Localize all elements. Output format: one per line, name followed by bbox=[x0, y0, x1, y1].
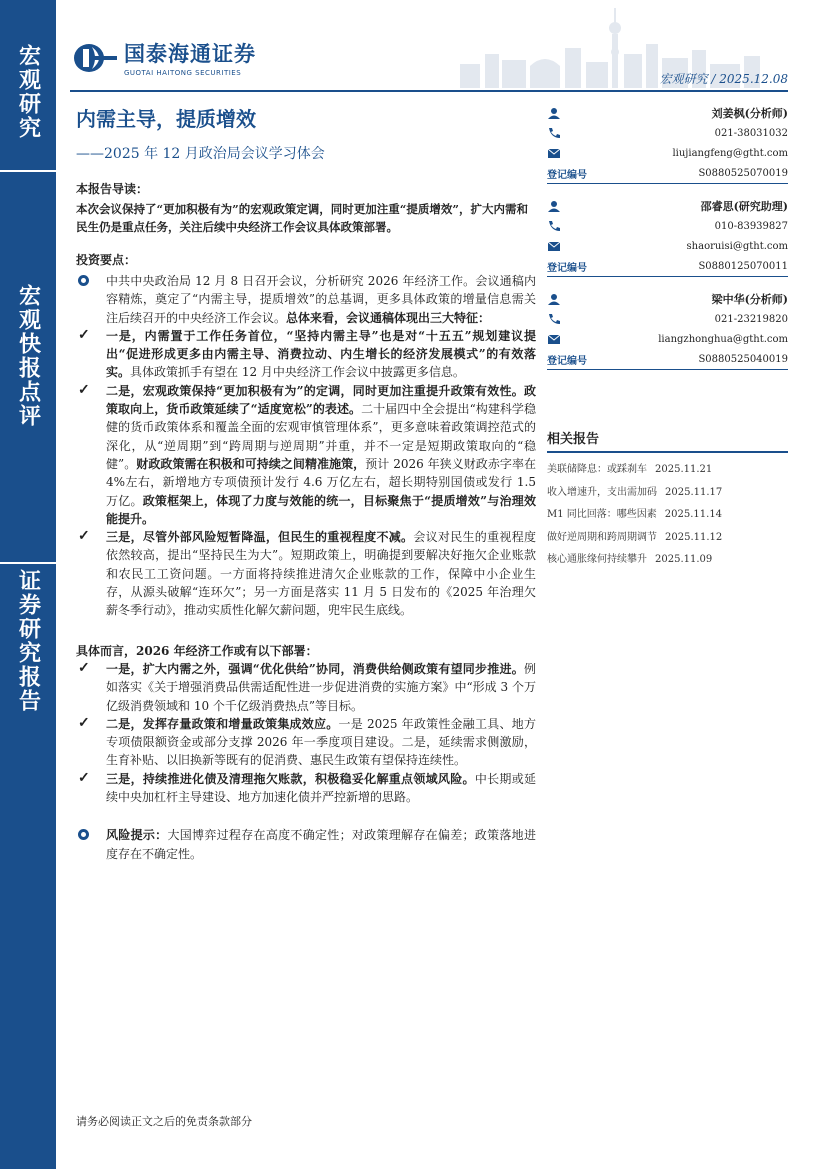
header-date: 2025.12.08 bbox=[719, 72, 788, 86]
deployment-paragraph bbox=[76, 660, 536, 715]
email-icon bbox=[547, 333, 561, 345]
sidebar-doc-type bbox=[0, 564, 56, 1169]
analyst-card bbox=[547, 196, 788, 277]
analyst-phone: 021-23219820 bbox=[714, 313, 788, 325]
paragraph-bold-text: 一是，扩大内需之外，强调“优化供给”协同，消费供给侧政策有望同步推进。 bbox=[106, 661, 524, 676]
analyst-reg-label: 登记编号 bbox=[547, 355, 587, 367]
analyst-phone-row bbox=[547, 309, 788, 329]
analyst-divider bbox=[547, 369, 788, 370]
related-report-item[interactable] bbox=[547, 459, 788, 482]
related-report-title[interactable]: 美联储降息：或踩刹车 bbox=[547, 464, 647, 475]
analyst-name: 刘姜枫(分析师) bbox=[711, 107, 788, 120]
paragraph-bold-text: 三是，持续推进化债及清理拖欠账款，积极稳妥化解重点领域风险。 bbox=[106, 771, 475, 786]
phone-icon bbox=[547, 127, 561, 139]
feature-paragraph bbox=[76, 382, 536, 528]
report-title: 内需主导，提质增效 bbox=[76, 107, 256, 131]
paragraph-text: 中共中央政治局 12 月 8 日召开会议，分析研究 2026 年经济工作。会议通稿内容精炼，奠定了“内需主导，提质增效”的总基调，更多具体政策的增量信息需关注后续召开的中央经济工作会议。 bbox=[106, 274, 536, 325]
paragraph-bold-text: 一是，内需置于工作任务首位，“坚持内需主导”也是对“十五五”规划建议提出“促进形成更多由内需主导、消费拉动、内生增长的经济发展模式”的有效落实。 bbox=[106, 328, 536, 380]
analyst-divider bbox=[547, 276, 788, 277]
related-reports bbox=[547, 428, 788, 572]
analyst-email[interactable]: shaoruisi@gtht.com bbox=[686, 240, 788, 252]
intro-text: 本次会议保持了“更加积极有为”的宏观政策定调，同时更加注重“提质增效”，扩大内需和民生仍是重点任务，关注后续中央经济工作会议具体政策部署。 bbox=[76, 202, 528, 234]
intro-heading: 本报告导读： bbox=[76, 182, 149, 196]
analyst-phone-row bbox=[547, 216, 788, 236]
related-report-date: 2025.11.14 bbox=[664, 509, 723, 520]
related-report-title[interactable]: 收入增速升，支出需加码 bbox=[547, 486, 657, 498]
phone-icon bbox=[547, 220, 561, 232]
checkmark-icon: ✓ bbox=[78, 659, 90, 676]
person-icon bbox=[547, 200, 561, 212]
analyst-phone: 010-83939827 bbox=[714, 220, 788, 232]
analyst-reg-number: S0880525070019 bbox=[698, 167, 788, 179]
sidebar-report-type bbox=[0, 172, 56, 562]
checkmark-icon: ✓ bbox=[78, 714, 90, 731]
paragraph-text: 一是 2025 年政策性金融工具、地方专项债限额资金或部分支撑 2026 年一季度项目建设。二是，延续需求侧激励，生育补贴、以旧换新等既有的促消费、惠民生政策有望保持连续性。 bbox=[106, 716, 536, 768]
logo-icon bbox=[72, 43, 118, 73]
related-report-title[interactable]: 做好逆周期和跨周期调节 bbox=[547, 531, 657, 543]
feature-paragraph bbox=[76, 528, 536, 619]
summary-paragraph bbox=[76, 272, 536, 327]
analyst-reg-label: 登记编号 bbox=[547, 262, 587, 274]
email-icon bbox=[547, 147, 561, 159]
paragraph-bold-text: 二是，发挥存量政策和增量政策集成效应。 bbox=[106, 716, 339, 731]
related-report-item[interactable] bbox=[547, 504, 788, 527]
risk-text: 大国博弈过程存在高度不确定性；对政策理解存在偏差；政策落地进度存在不确定性。 bbox=[106, 828, 536, 861]
paragraph-text: 二十届四中全会提出“构建科学稳健的货币政策体系和覆盖全面的宏观审慎管理体系”，更多意味着政策调控范式的深化，从“逆周期”到“跨周期与逆周期”并重，并不一定是短期政策取向的“稳健”。 bbox=[106, 402, 536, 471]
analyst-name-row bbox=[547, 289, 788, 309]
sidebar-category bbox=[0, 0, 56, 170]
paragraph-text: 会议对民生的重视程度依然较高，提出“坚持民生为大”。短期政策上，明确提到要解决好拖欠企业账款和农民工工资问题。一方面将持续推进清欠企业账款的工作，保障中小企业生存，从源头破解“连环欠”；另一方面是落实 11 月 5 日发布的《2025 年治理欠薪冬季行动》，推动实质性化解欠薪问题，兜牢民生底线。 bbox=[106, 530, 536, 618]
related-report-date: 2025.11.09 bbox=[655, 554, 713, 565]
paragraph-bold-text: 三是，尽管外部风险短暂降温，但民生的重视程度不减。 bbox=[106, 530, 414, 545]
analyst-email[interactable]: liujiangfeng@gtht.com bbox=[672, 147, 788, 159]
feature-paragraph bbox=[76, 327, 536, 382]
sidebar-category-label: 宏观研究 bbox=[15, 44, 41, 140]
checkmark-icon: ✓ bbox=[78, 381, 90, 398]
phone-icon bbox=[547, 313, 561, 325]
logo-name-cn: 国泰海通证券 bbox=[124, 42, 256, 66]
report-subtitle: ——2025 年 12 月政治局会议学习体会 bbox=[76, 146, 325, 162]
paragraph-bold-text: 财政政策需在积极和可持续之间精准施策， bbox=[136, 456, 366, 471]
related-reports-title: 相关报告 bbox=[547, 428, 788, 453]
analyst-reg-row bbox=[547, 163, 788, 183]
sidebar bbox=[0, 0, 56, 1169]
company-logo bbox=[72, 38, 256, 77]
paragraph-text: 中长期或延续中央加杠杆主导建设、地方加速化债并严控新增的思路。 bbox=[106, 771, 536, 805]
analyst-name: 梁中华(分析师) bbox=[711, 293, 788, 306]
analyst-reg-row bbox=[547, 256, 788, 276]
paragraph-bold-text: 二是，宏观政策保持“更加积极有为”的定调，同时更加注重提升政策有效性。政策取向上，货币政策延续了“适度宽松”的表述。 bbox=[106, 383, 536, 417]
analyst-email-row bbox=[547, 236, 788, 256]
related-report-date: 2025.11.12 bbox=[665, 531, 723, 543]
logo-name-en: GUOTAI HAITONG SECURITIES bbox=[124, 69, 242, 77]
paragraph-text: 具体政策抓手有望在 12 月中央经济工作会议中披露更多信息。 bbox=[130, 365, 465, 380]
header-divider bbox=[70, 90, 788, 92]
header-category-date: 宏观研究 / 2025.12.08 bbox=[659, 72, 788, 86]
circle-bullet-icon bbox=[78, 275, 89, 286]
related-report-title[interactable]: 核心通胀缘何持续攀升 bbox=[547, 554, 647, 565]
analyst-email[interactable]: liangzhonghua@gtht.com bbox=[658, 333, 788, 345]
paragraph-text: 预计 2026 年狭义财政赤字率在 4%左右，新增地方专项债预计发行 4.6 万亿左右，超长期特别国债或发行 1.5 万亿。 bbox=[106, 456, 536, 508]
deployment-paragraph bbox=[76, 770, 536, 807]
risk-label: 风险提示： bbox=[106, 828, 168, 843]
related-report-item[interactable] bbox=[547, 549, 788, 572]
header-category: 宏观研究 bbox=[659, 72, 708, 86]
checkmark-icon: ✓ bbox=[78, 528, 90, 545]
analyst-card bbox=[547, 289, 788, 370]
analyst-card bbox=[547, 103, 788, 184]
related-report-title[interactable]: M1 同比回落：哪些因素 bbox=[547, 509, 657, 520]
email-icon bbox=[547, 240, 561, 252]
related-report-item[interactable] bbox=[547, 527, 788, 550]
analyst-reg-number: S0880525040019 bbox=[698, 353, 788, 365]
analyst-panel bbox=[547, 103, 788, 382]
person-icon bbox=[547, 107, 561, 119]
invest-content bbox=[76, 272, 536, 863]
disclaimer-footer: 请务必阅读正文之后的免责条款部分 bbox=[76, 1115, 252, 1128]
person-icon bbox=[547, 293, 561, 305]
analyst-reg-label: 登记编号 bbox=[547, 169, 587, 181]
analyst-phone: 021-38031032 bbox=[714, 127, 788, 139]
sidebar-report-type-label: 宏观快报点评 bbox=[15, 284, 41, 428]
risk-paragraph bbox=[76, 826, 536, 863]
checkmark-icon: ✓ bbox=[78, 769, 90, 786]
paragraph-bold-text: 总体来看，会议通稿体现出三大特征： bbox=[286, 310, 491, 325]
analyst-email-row bbox=[547, 143, 788, 163]
deployment-heading: 具体而言，2026 年经济工作或有以下部署： bbox=[76, 643, 318, 658]
sidebar-doc-type-label: 证券研究报告 bbox=[15, 569, 41, 713]
analyst-name: 邵睿思(研究助理) bbox=[700, 200, 788, 213]
paragraph-bold-text: 政策框架上，体现了力度与效能的统一，目标聚焦于“提质增效”与治理效能提升。 bbox=[106, 493, 536, 526]
related-report-date: 2025.11.21 bbox=[655, 464, 713, 475]
deployment-paragraph bbox=[76, 715, 536, 770]
checkmark-icon: ✓ bbox=[78, 326, 90, 343]
analyst-reg-row bbox=[547, 349, 788, 369]
analyst-email-row bbox=[547, 329, 788, 349]
analyst-reg-number: S0880125070011 bbox=[698, 260, 788, 272]
paragraph-text: 例如落实《关于增强消费品供需适配性进一步促进消费的实施方案》中“形成 3 个万亿级消费领域和 10 个千亿级消费热点”等目标。 bbox=[106, 661, 536, 713]
analyst-phone-row bbox=[547, 123, 788, 143]
related-report-date: 2025.11.17 bbox=[665, 486, 723, 498]
related-report-item[interactable] bbox=[547, 482, 788, 505]
analyst-name-row bbox=[547, 103, 788, 123]
circle-bullet-icon bbox=[78, 829, 89, 840]
analyst-name-row bbox=[547, 196, 788, 216]
analyst-divider bbox=[547, 183, 788, 184]
invest-heading: 投资要点： bbox=[76, 253, 137, 267]
